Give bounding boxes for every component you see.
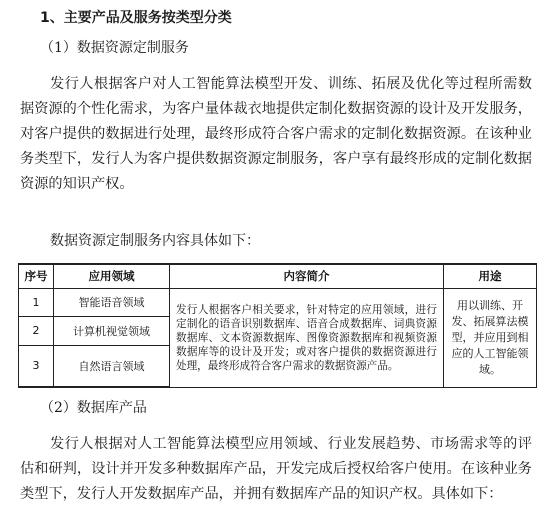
content-description: 发行人根据客户相关要求，针对特定的应用领域，进行定制化的语音识别数据库、语音合成数据库、词典资源数据库、文本资源数据库、图像资源数据库和视频资源数据库等的设计及开发；或对客户提供的数据资源进行处理，最终形成符合客户需求的数据资源产品。 [170,288,444,387]
usage-description: 用以训练、开发、拓展算法模型，并应用到相应的人工智能领域。 [444,288,537,387]
section-heading: 1、主要产品及服务按类型分类 [40,10,232,26]
header-seq: 序号 [19,264,54,288]
subsection-heading-database-products: （2）数据库产品 [40,400,147,416]
table-header-row [19,264,537,288]
application-field: 智能语音领域 [54,288,170,316]
header-usage: 用途 [444,264,537,288]
table-lead-text: 数据资源定制服务内容具体如下： [50,233,260,249]
paragraph-data-customization: 发行人根据客户对人工智能算法模型开发、训练、拓展及优化等过程所需数据资源的个性化需求，为客户量体裁衣地提供定制化数据资源的设计及开发服务，对客户提供的数据进行处理，最终形成符合客户需求的定制化数据资源。在该种业务类型下，发行人为客户提供数据资源定制服务，客户享有最终形成的定制化数据资源的知识产权。 [20,76,532,192]
header-field: 应用领域 [54,264,170,288]
subsection-heading-data-customization: （1）数据资源定制服务 [40,40,189,56]
header-content: 内容简介 [170,264,444,288]
paragraph-database-products: 发行人根据对人工智能算法模型应用领域、行业发展趋势、市场需求等的评估和研判，设计并开发多种数据库产品，开发完成后授权给客户使用。在该种业务类型下，发行人开发数据库产品，并拥有数据库产品的知识产权。具体如下： [20,436,532,502]
row-number: 2 [19,316,54,345]
row-number: 3 [19,345,54,387]
table-row [19,288,537,316]
application-field: 自然语言领域 [54,345,170,387]
service-content-table [18,263,537,388]
application-field: 计算机视觉领域 [54,316,170,345]
row-number: 1 [19,288,54,316]
